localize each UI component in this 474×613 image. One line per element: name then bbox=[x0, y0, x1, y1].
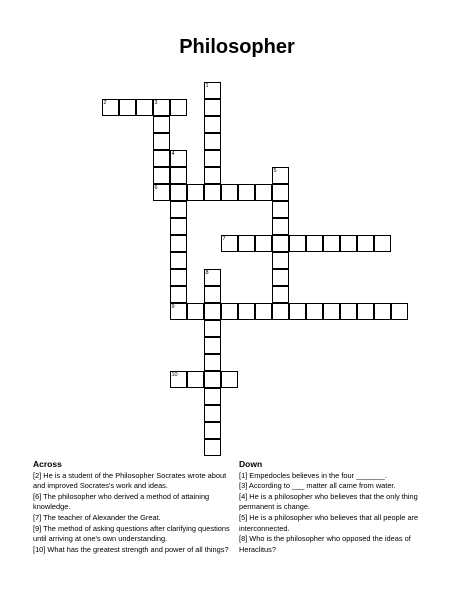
crossword-cell[interactable] bbox=[255, 303, 272, 320]
clue-text: Who is the philosopher who opposed the ideas of Heraclitus? bbox=[239, 534, 411, 554]
crossword-cell[interactable] bbox=[272, 218, 289, 235]
crossword-cell[interactable] bbox=[187, 184, 204, 201]
clue-text: He is a philosopher who believes that the only thing permanent is change. bbox=[239, 491, 418, 512]
clue-number: 8 bbox=[241, 534, 246, 544]
crossword-cell[interactable] bbox=[238, 235, 255, 252]
clue-text: The teacher of Alexander the Great. bbox=[43, 512, 161, 522]
across-clue-list bbox=[33, 471, 233, 556]
crossword-cell[interactable] bbox=[221, 235, 238, 252]
clue-number: 9 bbox=[171, 304, 175, 310]
crossword-cell[interactable] bbox=[153, 167, 170, 184]
crossword-cell[interactable] bbox=[170, 99, 187, 116]
across-clue: [7] The teacher of Alexander the Great. bbox=[33, 512, 161, 522]
clue-number: 7 bbox=[222, 236, 226, 242]
clue-text: The method of asking questions after clarifying questions until arriving at one's own understanding. bbox=[33, 523, 230, 544]
across-clue: [9] The method of asking questions after clarifying questions until arriving at one's own understanding. bbox=[33, 523, 230, 544]
crossword-cell[interactable] bbox=[238, 184, 255, 201]
crossword-cell[interactable] bbox=[374, 235, 391, 252]
crossword-cell[interactable] bbox=[153, 99, 170, 116]
crossword-cell[interactable] bbox=[204, 303, 221, 320]
clue-number: 10 bbox=[171, 372, 178, 378]
across-clue: [2] He is a student of the Philosopher Socrates wrote about and improved Socrates's work and ideas. bbox=[33, 470, 227, 491]
crossword-cell[interactable] bbox=[170, 201, 187, 218]
crossword-cell[interactable] bbox=[357, 303, 374, 320]
crossword-cell[interactable] bbox=[102, 99, 119, 116]
clue-number: 2 bbox=[35, 470, 40, 480]
clue-number: 8 bbox=[205, 270, 209, 276]
crossword-cell[interactable] bbox=[204, 150, 221, 167]
down-clue: [8] Who is the philosopher who opposed the ideas of Heraclitus? bbox=[239, 534, 411, 554]
crossword-cell[interactable] bbox=[272, 201, 289, 218]
down-clue: [1] Empedocles believes in the four _______. bbox=[239, 470, 387, 480]
clue-number: 9 bbox=[35, 523, 40, 533]
down-clue: [4] He is a philosopher who believes that the only thing permanent is change. bbox=[239, 491, 418, 512]
clue-number: 3 bbox=[154, 100, 158, 106]
crossword-cell[interactable] bbox=[204, 337, 221, 354]
crossword-cell[interactable] bbox=[238, 303, 255, 320]
crossword-cell[interactable] bbox=[170, 167, 187, 184]
crossword-cell[interactable] bbox=[170, 303, 187, 320]
crossword-cell[interactable] bbox=[272, 167, 289, 184]
crossword-cell[interactable] bbox=[153, 150, 170, 167]
crossword-cell[interactable] bbox=[204, 405, 221, 422]
down-heading: Down bbox=[239, 459, 263, 469]
clue-number: 1 bbox=[241, 470, 246, 480]
crossword-cell[interactable] bbox=[204, 82, 221, 99]
down-clue: [3] According to ___ matter all came from water. bbox=[239, 481, 396, 491]
crossword-cell[interactable] bbox=[187, 371, 204, 388]
across-clue: [10] What has the greatest strength and power of all things? bbox=[33, 544, 229, 554]
crossword-cell[interactable] bbox=[272, 184, 289, 201]
clue-number: 6 bbox=[35, 491, 40, 501]
crossword-cell[interactable] bbox=[204, 116, 221, 133]
clue-number: 1 bbox=[205, 83, 209, 89]
crossword-cell[interactable] bbox=[323, 303, 340, 320]
crossword-cell[interactable] bbox=[170, 252, 187, 269]
crossword-cell[interactable] bbox=[323, 235, 340, 252]
crossword-cell[interactable] bbox=[170, 150, 187, 167]
clue-number: 7 bbox=[35, 512, 40, 522]
crossword-cell[interactable] bbox=[170, 235, 187, 252]
crossword-cell[interactable] bbox=[306, 303, 323, 320]
crossword-cell[interactable] bbox=[289, 303, 306, 320]
across-heading: Across bbox=[33, 459, 62, 469]
crossword-cell[interactable] bbox=[204, 133, 221, 150]
clue-text: He is a philosopher who believes that all people are interconnected. bbox=[239, 512, 419, 533]
crossword-cell[interactable] bbox=[272, 235, 289, 252]
crossword-cell[interactable] bbox=[204, 354, 221, 371]
crossword-cell[interactable] bbox=[221, 184, 238, 201]
crossword-cell[interactable] bbox=[170, 218, 187, 235]
crossword-cell[interactable] bbox=[153, 184, 170, 201]
down-clue-list bbox=[239, 471, 439, 556]
crossword-cell[interactable] bbox=[204, 388, 221, 405]
crossword-cell[interactable] bbox=[272, 286, 289, 303]
crossword-cell[interactable] bbox=[374, 303, 391, 320]
down-clue: [5] He is a philosopher who believes that all people are interconnected. bbox=[239, 512, 419, 533]
crossword-cell[interactable] bbox=[391, 303, 408, 320]
across-clues bbox=[33, 459, 233, 555]
clue-number: 5 bbox=[273, 168, 277, 174]
crossword-cell[interactable] bbox=[204, 269, 221, 286]
crossword-cell[interactable] bbox=[289, 235, 306, 252]
crossword-cell[interactable] bbox=[170, 286, 187, 303]
crossword-cell[interactable] bbox=[204, 439, 221, 456]
clue-number: 5 bbox=[241, 512, 246, 522]
crossword-cell[interactable] bbox=[153, 116, 170, 133]
crossword-cell[interactable] bbox=[272, 269, 289, 286]
crossword-cell[interactable] bbox=[204, 320, 221, 337]
clue-text: According to ___ matter all came from water. bbox=[248, 481, 396, 491]
crossword-cell[interactable] bbox=[357, 235, 374, 252]
clue-text: He is a student of the Philosopher Socrates wrote about and improved Socrates's work and ideas. bbox=[33, 470, 227, 491]
across-clue: [6] The philosopher who derived a method of attaining knowledge. bbox=[33, 491, 210, 512]
crossword-cell[interactable] bbox=[170, 371, 187, 388]
page-title: Philosopher bbox=[179, 36, 295, 58]
clue-number: 3 bbox=[241, 481, 246, 491]
crossword-cell[interactable] bbox=[136, 99, 153, 116]
crossword-cell[interactable] bbox=[306, 235, 323, 252]
crossword-cell[interactable] bbox=[204, 286, 221, 303]
crossword-cell[interactable] bbox=[255, 235, 272, 252]
crossword-cell[interactable] bbox=[204, 422, 221, 439]
crossword-cell[interactable] bbox=[272, 252, 289, 269]
clue-text: The philosopher who derived a method of attaining knowledge. bbox=[33, 491, 210, 512]
clue-number: 4 bbox=[241, 491, 246, 501]
clue-text: Empedocles believes in the four _______. bbox=[249, 470, 387, 480]
clue-number: 10 bbox=[35, 544, 44, 554]
crossword-cell[interactable] bbox=[272, 303, 289, 320]
crossword-cell[interactable] bbox=[340, 235, 357, 252]
crossword-cell[interactable] bbox=[153, 133, 170, 150]
crossword-cell[interactable] bbox=[221, 303, 238, 320]
crossword-cell[interactable] bbox=[204, 184, 221, 201]
down-clues bbox=[239, 459, 439, 555]
crossword-cell[interactable] bbox=[221, 371, 238, 388]
clue-number: 2 bbox=[103, 100, 107, 106]
crossword-cell[interactable] bbox=[119, 99, 136, 116]
crossword-cell[interactable] bbox=[340, 303, 357, 320]
crossword-cell[interactable] bbox=[204, 371, 221, 388]
clue-number: 6 bbox=[154, 185, 158, 191]
crossword-cell[interactable] bbox=[187, 303, 204, 320]
crossword-cell[interactable] bbox=[170, 184, 187, 201]
crossword-cell[interactable] bbox=[255, 184, 272, 201]
crossword-cell[interactable] bbox=[204, 99, 221, 116]
clue-number: 4 bbox=[171, 151, 175, 157]
crossword-cell[interactable] bbox=[170, 269, 187, 286]
clue-text: What has the greatest strength and power of all things? bbox=[47, 544, 229, 554]
crossword-cell[interactable] bbox=[204, 167, 221, 184]
